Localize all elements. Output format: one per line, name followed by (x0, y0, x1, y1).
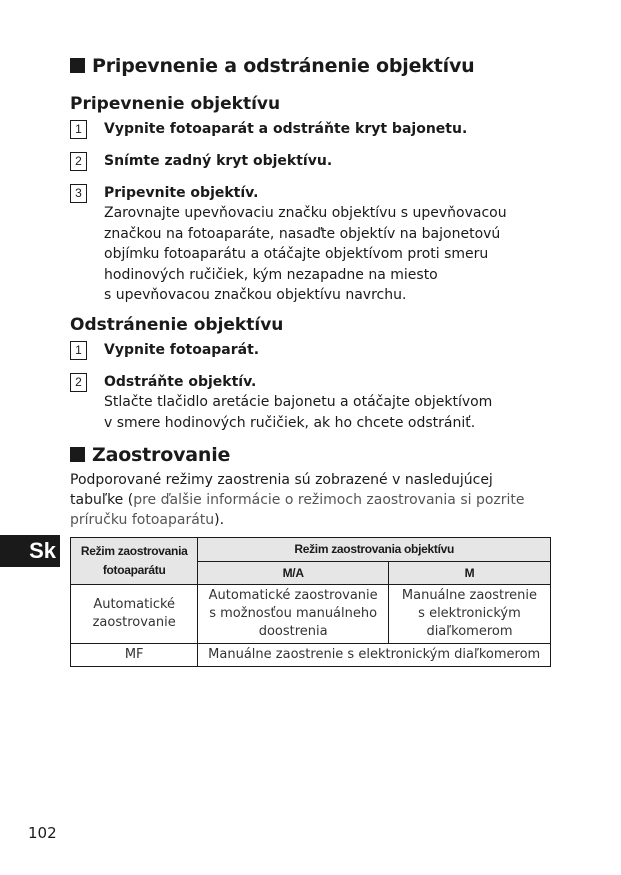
language-tab: Sk (0, 535, 60, 567)
step-title: Odstráňte objektív. (104, 374, 257, 390)
cell-line: diaľkomerom (426, 624, 513, 639)
m-mode-header: M (388, 561, 550, 585)
attach-lens-heading: Pripevnenie objektívu (70, 94, 281, 114)
attach-step-3 (70, 183, 540, 303)
step-number-box: 2 (70, 373, 87, 392)
header-line: Režim zaostrovania (80, 544, 188, 558)
intro-reference-text: pre ďalšie informácie o režimoch zaostrovania si pozrite (133, 492, 525, 508)
step-number-box: 3 (70, 184, 87, 203)
intro-line: Podporované režimy zaostrenia sú zobrazené v nasledujúcej (70, 472, 493, 488)
step-title: Vypnite fotoaparát. (104, 342, 260, 358)
header-line: fotoaparátu (102, 563, 166, 577)
intro-text: tabuľke ( (70, 492, 134, 508)
intro-text: ). (214, 512, 225, 528)
step-title: Pripevnite objektív. (104, 185, 259, 201)
detach-lens-heading: Odstránenie objektívu (70, 315, 284, 335)
section-title-lens-mounting (70, 55, 474, 77)
step-line: Stlačte tlačidlo aretácie bajonetu a otáčajte objektívom (104, 394, 493, 410)
step-title: Vypnite fotoaparát a odstráňte kryt bajonetu. (104, 121, 468, 137)
intro-reference-text: príručku fotoaparátu (70, 512, 215, 528)
step-line: s upevňovacou značkou objektívu navrchu. (104, 287, 407, 303)
cell-line: Automatické (93, 597, 176, 612)
intro-line (70, 510, 550, 530)
square-bullet-icon (70, 447, 85, 462)
step-line: v smere hodinových ručičiek, ak ho chcete odstrániť. (104, 414, 476, 431)
cell-line: Automatické zaostrovanie (208, 588, 378, 603)
camera-mode-cell: MF (71, 644, 198, 667)
cell-line: Manuálne zaostrenie (401, 588, 538, 603)
lens-mode-cell: Manuálne zaostrenie s elektronickým diaľkomerom (198, 644, 551, 667)
step-line: objímku fotoaparátu a otáčajte objektívom proti smeru (104, 246, 489, 262)
table-row (71, 585, 551, 644)
section-title-text: Zaostrovanie (92, 444, 231, 466)
page-number: 102 (28, 824, 57, 842)
section-title-focusing (70, 444, 230, 466)
cell-line: zaostrovanie (92, 615, 176, 630)
cell-line: doostrenia (258, 624, 328, 639)
ma-mode-header: M/A (198, 561, 389, 585)
step-title: Snímte zadný kryt objektívu. (104, 153, 333, 169)
step-number-box: 1 (70, 341, 87, 360)
camera-focus-mode-header (71, 538, 198, 585)
focus-mode-table (70, 537, 551, 667)
step-line: značkou na fotoaparáte, nasaďte objektív na bajonetovú (104, 225, 501, 242)
cell-line: s možnosťou manuálneho (209, 606, 378, 621)
step-number-box: 2 (70, 152, 87, 171)
focusing-intro (70, 470, 550, 530)
step-number-box: 1 (70, 120, 87, 139)
intro-line (70, 490, 550, 510)
step-line: Zarovnajte upevňovaciu značku objektívu s upevňovacou (104, 205, 507, 221)
camera-mode-cell (71, 585, 198, 644)
m-mode-cell (388, 585, 550, 644)
detach-step-2 (70, 372, 540, 434)
step-line: hodinových ručičiek, kým nezapadne na miesto (104, 266, 438, 283)
ma-mode-cell (198, 585, 389, 644)
step-description (104, 392, 544, 433)
cell-line: s elektronickým (418, 606, 521, 621)
square-bullet-icon (70, 58, 85, 73)
table-row (71, 644, 551, 667)
step-description (104, 203, 544, 306)
section-title-text: Pripevnenie a odstránenie objektívu (92, 55, 475, 77)
lens-focus-mode-header: Režim zaostrovania objektívu (198, 538, 551, 562)
